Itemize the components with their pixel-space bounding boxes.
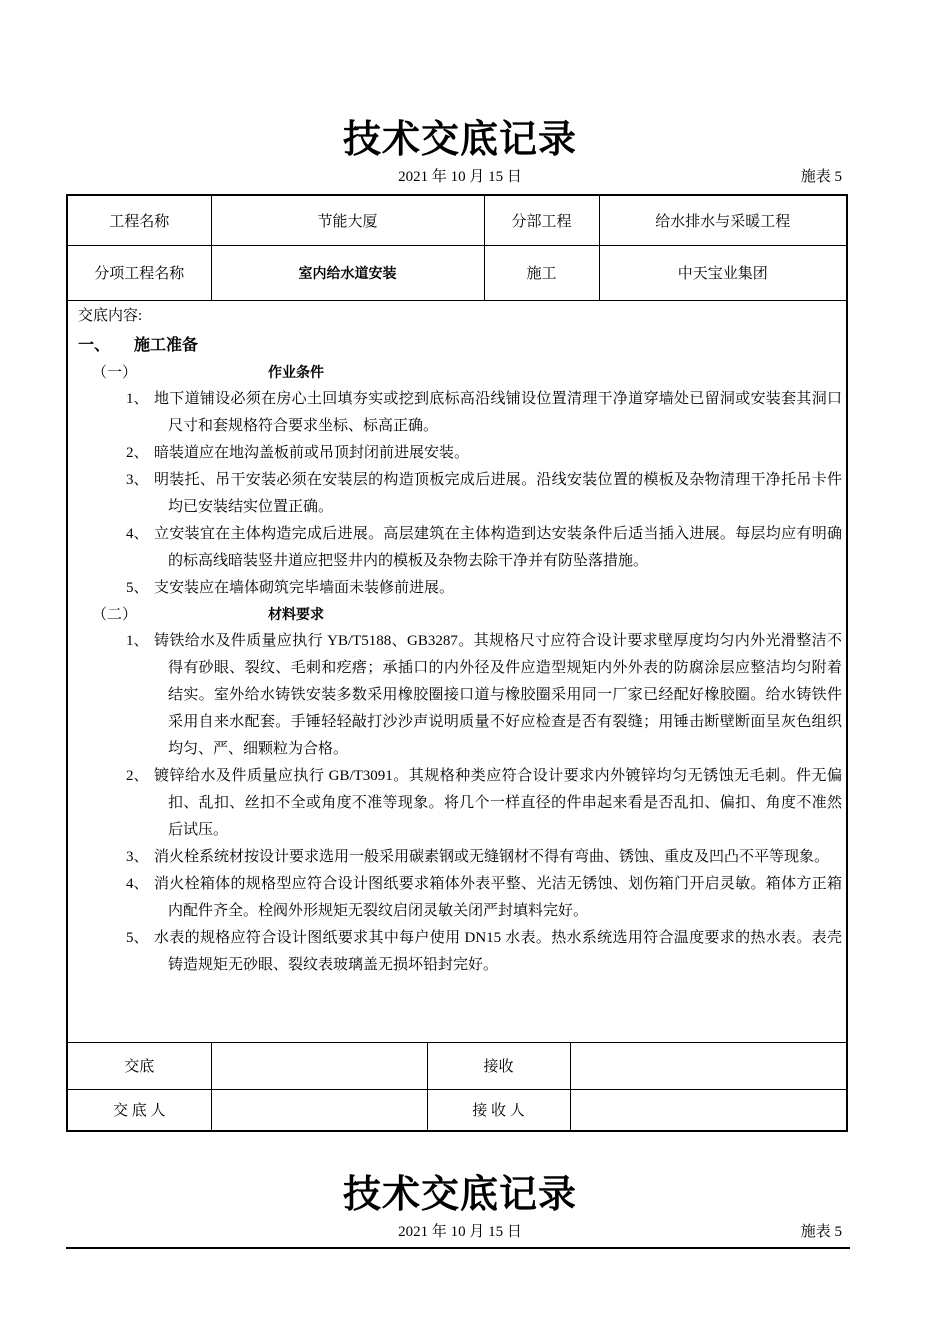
info-row bbox=[68, 245, 846, 300]
item-number: 1、 bbox=[126, 391, 149, 407]
item-number: 5、 bbox=[126, 580, 149, 596]
record-frame bbox=[66, 194, 848, 1132]
subitem-name-label: 分项工程名称 bbox=[68, 245, 211, 300]
project-info-table bbox=[68, 196, 846, 301]
item-number: 1、 bbox=[126, 633, 149, 649]
item-text: 明装托、吊干安装必须在安装层的构造顶板完成后进展。沿线安装位置的模板及杂物清理干净托吊卡件均已安装结实位置正确。 bbox=[154, 472, 842, 515]
section-title: 施工准备 bbox=[134, 335, 199, 354]
subsection-title: 作业条件 bbox=[268, 365, 324, 381]
section-number: 一、 bbox=[78, 335, 111, 354]
page-title: 技术交底记录 bbox=[342, 1172, 577, 1216]
construction-label: 施工 bbox=[484, 245, 599, 300]
list-item bbox=[78, 467, 842, 521]
disclosure-content bbox=[78, 302, 842, 979]
item-text: 地下道铺设必须在房心土回填夯实或挖到底标高沿线铺设位置清理干净道穿墙处已留洞或安装套其洞口尺寸和套规格符合要求坐标、标高正确。 bbox=[154, 391, 842, 434]
item-number: 5、 bbox=[126, 930, 149, 946]
project-name-value: 节能大厦 bbox=[211, 196, 484, 245]
division-label: 分部工程 bbox=[484, 196, 599, 245]
item-number: 4、 bbox=[126, 526, 149, 542]
project-name-label: 工程名称 bbox=[68, 196, 211, 245]
material-requirements-list bbox=[78, 628, 842, 979]
list-item bbox=[78, 575, 842, 602]
subsection-number: （一） bbox=[92, 365, 138, 381]
list-item bbox=[78, 386, 842, 440]
subitem-name-value: 室内给水道安装 bbox=[211, 245, 484, 300]
item-text: 暗装道应在地沟盖板前或吊顶封闭前进展安装。 bbox=[154, 445, 470, 461]
list-item bbox=[78, 440, 842, 467]
item-text: 立安装宜在主体构造完成后进展。高层建筑在主体构造到达安装条件后适当插入进展。每层均应有明确的标高线暗装竖井道应把竖井内的模板及杂物去除干净并有防坠落措施。 bbox=[154, 526, 842, 569]
receiver-person-value[interactable] bbox=[570, 1089, 846, 1130]
receive-label: 接收 bbox=[427, 1042, 570, 1089]
signature-row bbox=[68, 1089, 846, 1130]
content-label: 交底内容: bbox=[78, 308, 143, 324]
signature-row bbox=[68, 1042, 846, 1089]
item-text: 铸铁给水及件质量应执行 YB/T5188、GB3287。其规格尺寸应符合设计要求壁厚度均匀内外光滑整洁不得有砂眼、裂纹、毛刺和疙瘩；承插口的内外径及件应造型规矩内外外表的防腐涂层应整洁均匀附着结实。室外给水铸铁安装多数采用橡胶圈接口道与橡胶圈采用同一厂家已经配好橡胶圈。给水铸铁件采用自来水配套。手锤轻轻敲打沙沙声说明质量不好应检查是否有裂缝；用锤击断壁断面呈灰色组织均匀、严、细颗粒为合格。 bbox=[154, 633, 842, 757]
item-number: 3、 bbox=[126, 472, 149, 488]
handover-label: 交底 bbox=[68, 1042, 211, 1089]
handover-person-value[interactable] bbox=[211, 1089, 427, 1130]
subsection-heading bbox=[78, 360, 842, 386]
signature-table bbox=[68, 1042, 846, 1131]
list-item bbox=[78, 521, 842, 575]
handover-person-label: 交 底 人 bbox=[68, 1089, 211, 1130]
list-item bbox=[78, 763, 842, 844]
work-conditions-list bbox=[78, 386, 842, 602]
item-number: 2、 bbox=[126, 445, 149, 461]
form-number: 施表 5 bbox=[800, 1224, 842, 1240]
record-date: 2021 年 10 月 15 日 bbox=[398, 169, 522, 185]
handover-value[interactable] bbox=[211, 1042, 427, 1089]
item-text: 水表的规格应符合设计图纸要求其中每户使用 DN15 水表。热水系统选用符合温度要求的热水表。表壳铸造规矩无砂眼、裂纹表玻璃盖无损坏铅封完好。 bbox=[154, 930, 842, 973]
info-row bbox=[68, 196, 846, 245]
item-text: 消火栓系统材按设计要求选用一般采用碳素钢或无缝钢材不得有弯曲、锈蚀、重皮及凹凸不平等现象。 bbox=[154, 849, 830, 865]
list-item bbox=[78, 925, 842, 979]
receive-value[interactable] bbox=[570, 1042, 846, 1089]
record-date: 2021 年 10 月 15 日 bbox=[398, 1224, 522, 1240]
subsection-number: （二） bbox=[92, 607, 138, 623]
item-number: 4、 bbox=[126, 876, 149, 892]
form-number: 施表 5 bbox=[800, 169, 842, 185]
construction-value: 中天宝业集团 bbox=[599, 245, 846, 300]
list-item bbox=[78, 844, 842, 871]
page-title: 技术交底记录 bbox=[342, 117, 577, 161]
item-number: 3、 bbox=[126, 849, 149, 865]
list-item bbox=[78, 628, 842, 763]
subsection-heading bbox=[78, 602, 842, 628]
receiver-person-label: 接 收 人 bbox=[427, 1089, 570, 1130]
item-text: 镀锌给水及件质量应执行 GB/T3091。其规格种类应符合设计要求内外镀锌均匀无锈蚀无毛刺。件无偏扣、乱扣、丝扣不全或角度不准等现象。将几个一样直径的件串起来看是否乱扣、偏扣、角度不准然后试压。 bbox=[154, 768, 842, 838]
item-text: 支安装应在墙体砌筑完毕墙面未装修前进展。 bbox=[154, 580, 455, 596]
subsection-title: 材料要求 bbox=[268, 607, 324, 623]
division-value: 给水排水与采暖工程 bbox=[599, 196, 846, 245]
item-number: 2、 bbox=[126, 768, 149, 784]
item-text: 消火栓箱体的规格型应符合设计图纸要求箱体外表平整、光洁无锈蚀、划伤箱门开启灵敏。箱体方正箱内配件齐全。栓阀外形规矩无裂纹启闭灵敏关闭严封填料完好。 bbox=[154, 876, 842, 919]
table-top-rule bbox=[66, 1247, 850, 1249]
list-item bbox=[78, 871, 842, 925]
section-heading bbox=[78, 330, 842, 360]
